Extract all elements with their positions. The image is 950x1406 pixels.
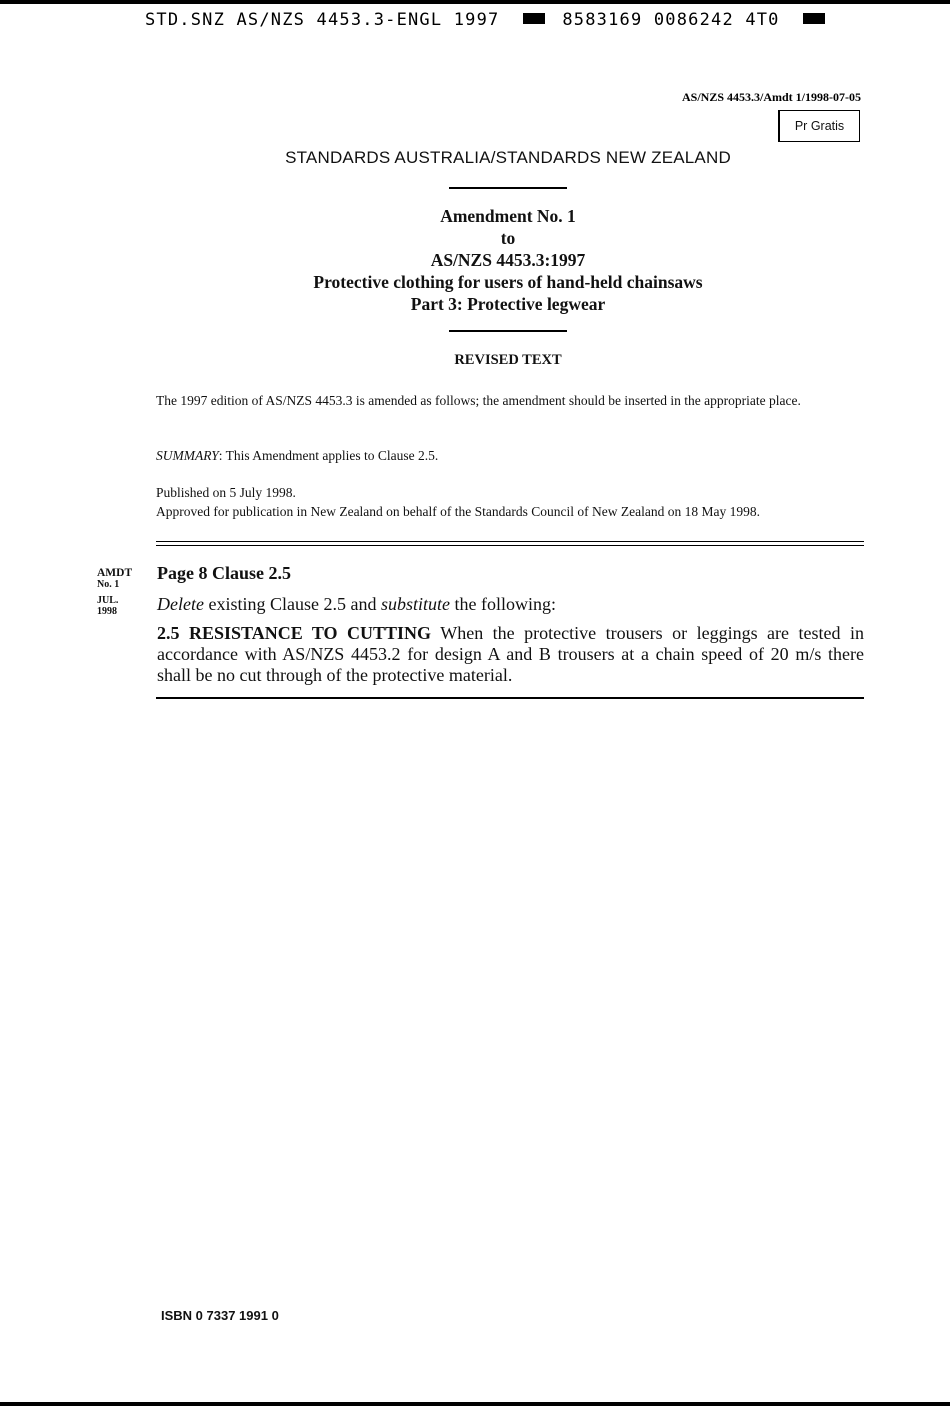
margin-note-line: AMDT xyxy=(97,567,133,579)
amendment-reference: AS/NZS 4453.3/Amdt 1/1998-07-05 xyxy=(681,90,861,104)
summary-paragraph xyxy=(156,446,864,465)
instruction-delete: Delete xyxy=(157,594,204,614)
clause-2-5 xyxy=(157,623,864,686)
instruction-substitute: substitute xyxy=(380,594,450,614)
barcode-number: 8583169 0086242 4T0 xyxy=(562,10,780,30)
isbn: ISBN 0 7337 1991 0 xyxy=(161,1308,279,1323)
bottom-border xyxy=(0,1402,950,1406)
title-line: Part 3: Protective legwear xyxy=(410,294,606,314)
price-label: Pr Gratis xyxy=(778,110,860,142)
clause-heading: 2.5 RESISTANCE TO CUTTING xyxy=(157,623,432,643)
document-code: STD.SNZ AS/NZS 4453.3-ENGL 1997 xyxy=(145,10,500,30)
revised-heading: REVISED TEXT xyxy=(454,352,562,368)
top-border xyxy=(0,0,950,4)
divider xyxy=(449,330,567,332)
clause-body: When the protective trousers or leggings are tested in accordance with AS/NZS 4453.2 for design A and B trousers at a chain speed of 20 m/s there shall be no cut through of the protective material. xyxy=(157,623,864,685)
organisation-title: STANDARDS AUSTRALIA/STANDARDS NEW ZEALAND xyxy=(285,148,731,167)
amendment-margin-note xyxy=(97,568,132,617)
document-title xyxy=(0,205,950,315)
title-line: Amendment No. 1 xyxy=(440,206,576,226)
title-line: to xyxy=(500,228,516,248)
block-mark-icon xyxy=(803,13,825,24)
summary-text: : This Amendment applies to Clause 2.5. xyxy=(218,448,439,463)
published-line: Published on 5 July 1998. xyxy=(156,485,296,500)
margin-note-line: JUL. xyxy=(97,595,119,606)
double-divider xyxy=(156,541,864,546)
instruction-middle: existing Clause 2.5 and xyxy=(203,594,381,614)
margin-note-line: No. 1 xyxy=(97,579,120,590)
summary-label: SUMMARY xyxy=(156,448,219,463)
amendment-instruction xyxy=(157,594,556,615)
margin-note-line: 1998 xyxy=(97,606,117,617)
page-clause-heading: Page 8 Clause 2.5 xyxy=(157,563,291,583)
approved-line: Approved for publication in New Zealand on behalf of the Standards Council of New Zealand on 18 May 1998. xyxy=(156,504,760,519)
title-line: Protective clothing for users of hand-held chainsaws xyxy=(313,272,703,292)
publication-info xyxy=(156,483,864,521)
title-line: AS/NZS 4453.3:1997 xyxy=(430,250,586,270)
divider xyxy=(156,697,864,699)
intro-paragraph: The 1997 edition of AS/NZS 4453.3 is amended as follows; the amendment should be inserted in the appropriate place. xyxy=(156,393,801,408)
block-mark-icon xyxy=(523,13,545,24)
document-code-header xyxy=(145,10,825,30)
divider xyxy=(449,187,567,189)
instruction-end: the following: xyxy=(449,594,556,614)
